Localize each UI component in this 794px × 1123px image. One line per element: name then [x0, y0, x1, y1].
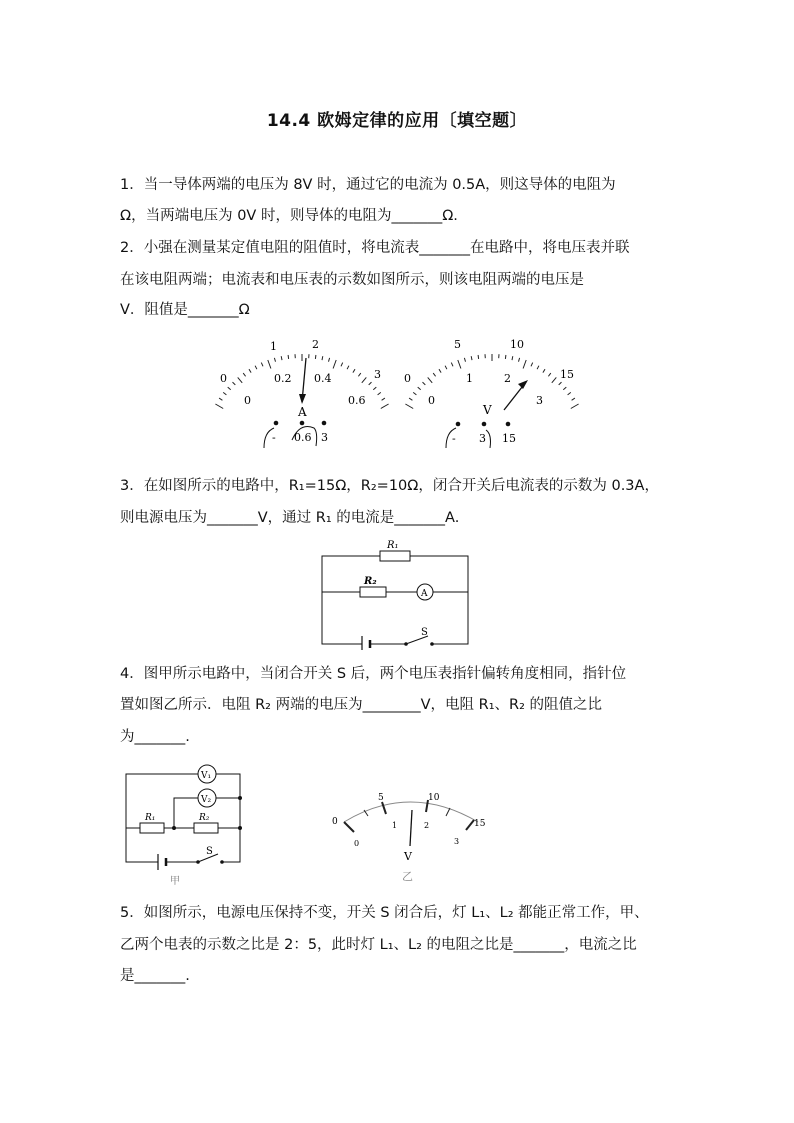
ammeter-tick-26: [369, 382, 372, 385]
q2-line-1: 2．小强在测量某定值电阻的阻值时，将电流表_______在电路中，将电压表并联: [120, 240, 630, 256]
ammeter-lower-label-0: 0: [244, 394, 251, 407]
q4-line-2: 置如图乙所示．电阻 R₂ 两端的电压为________V，电阻 R₁、R₂ 的阻值之比: [120, 697, 603, 713]
voltmeter-tick-12: [471, 356, 472, 360]
circuit3-switch-contact: [430, 642, 434, 646]
ammeter-tick-0: [215, 404, 223, 409]
circuit4-caption: 甲: [170, 876, 180, 887]
voltmeter-terminal-label-neg: -: [452, 432, 456, 445]
meter4-lower-label-2: 2: [424, 821, 430, 830]
meter4-upper-label-0: 0: [332, 817, 338, 827]
circuit4-wire-bottom-right: [222, 828, 240, 862]
ammeter-tick-3: [228, 387, 231, 390]
voltmeter-tick-21: [531, 363, 533, 367]
ammeter-tick-21: [341, 363, 343, 367]
meter4-tick-0: [344, 822, 354, 832]
ammeter-lower-label-3: 0.6: [348, 394, 366, 407]
ammeter-lower-label-2: 0.4: [314, 372, 332, 385]
voltmeter-lower-label-3: 3: [536, 394, 543, 407]
ammeter-tick-2: [223, 392, 226, 395]
ammeter-tick-11: [274, 358, 275, 362]
circuit3-r2-label: R₂: [364, 576, 377, 587]
ammeter-terminal-06: [300, 421, 305, 426]
voltmeter-tick-28: [568, 392, 571, 395]
circuit4-r2-label: R₂: [199, 813, 210, 823]
voltmeter-upper-label-2: 10: [510, 338, 524, 351]
meter4-caption: 乙: [402, 870, 413, 883]
ammeter-tick-23: [353, 369, 355, 372]
voltmeter-tick-6: [433, 373, 435, 376]
circuit4-node-a: [172, 826, 176, 830]
ammeter-tick-4: [233, 382, 236, 385]
page-title: 14.4 欧姆定律的应用〔填空题〕: [266, 111, 528, 131]
circuit3-ammeter-label: A: [421, 589, 428, 599]
ammeter-tick-28: [378, 392, 381, 395]
circuit4-v2-label: V₂: [201, 795, 212, 805]
q3-line-1: 3．在如图所示的电路中，R₁=15Ω，R₂=10Ω，闭合开关后电流表的示数为 0.3A，: [120, 478, 659, 494]
q2-line-2: 在该电阻两端；电流表和电压表的示数如图所示，则该电阻两端的电压是: [120, 272, 584, 288]
ammeter-tick-7: [249, 369, 251, 372]
meter4-upper-label-1: 5: [378, 793, 384, 803]
voltmeter-tick-1: [409, 398, 412, 400]
ammeter-terminal-label-3: 3: [321, 431, 328, 444]
ammeter-tick-13: [288, 355, 289, 359]
circuit4-wire-top-left: [126, 774, 198, 828]
circuit4-switch-label: S: [206, 846, 213, 857]
ammeter-tick-1: [219, 398, 222, 400]
voltmeter-tick-0: [405, 404, 413, 409]
ammeter-tick-17: [315, 355, 316, 359]
voltmeter-tick-17: [505, 355, 506, 359]
circuit4-wire-top-right: [216, 774, 240, 828]
q4-line-3: 为_______.: [120, 729, 190, 745]
ammeter-tick-5: [238, 377, 243, 382]
voltmeter-tick-7: [439, 369, 441, 372]
q1-line-2: Ω，当两端电压为 0V 时，则导体的电阻为_______Ω.: [120, 208, 458, 224]
ammeter-tick-10: [268, 360, 271, 369]
ammeter-lower-label-1: 0.2: [274, 372, 292, 385]
ammeter-tick-30: [381, 404, 389, 409]
ammeter-tick-12: [281, 356, 282, 360]
meter4-upper-label-2: 10: [428, 793, 440, 803]
circuit4-node-c: [238, 826, 242, 830]
meter-yi: [330, 786, 490, 888]
voltmeter-upper-label-3: 15: [560, 368, 574, 381]
meter4-symbol: V: [404, 850, 412, 863]
voltmeter-terminal-label-3: 3: [479, 432, 486, 445]
voltmeter-terminal-15: [506, 422, 511, 427]
ammeter-needle-head: [299, 394, 306, 404]
circuit3-wire-bottom-right: [432, 592, 468, 644]
voltmeter-tick-25: [552, 377, 557, 382]
q4-line-1: 4．图甲所示电路中，当闭合开关 S 后，两个电压表指针偏转角度相同，指针位: [120, 666, 627, 682]
circuit4-r2: [194, 823, 218, 833]
q5-line-1: 5．如图所示，电源电压保持不变，开关 S 闭合后，灯 L₁、L₂ 都能正常工作，甲、: [120, 905, 649, 921]
meter4-tick-5: [382, 802, 386, 814]
meter4-upper-label-3: 15: [474, 819, 486, 829]
ammeter-tick-9: [261, 363, 263, 367]
voltmeter-tick-10: [458, 360, 461, 369]
meter4-tick-15: [466, 820, 474, 830]
ammeter-tick-18: [322, 356, 323, 360]
circuit3-r1: [380, 551, 410, 561]
voltmeter-tick-5: [428, 377, 433, 382]
voltmeter-tick-22: [537, 366, 539, 370]
ammeter-terminal-3: [322, 421, 327, 426]
ammeter-tick-20: [333, 360, 336, 369]
q5-line-2: 乙两个电表的示数之比是 2：5，此时灯 L₁、L₂ 的电阻之比是_______，电流之比: [120, 937, 637, 953]
meter4-lower-label-0: 0: [354, 839, 360, 848]
voltmeter-tick-29: [572, 398, 575, 400]
ammeter-tick-24: [358, 373, 360, 376]
voltmeter-tick-13: [478, 355, 479, 359]
voltmeter-terminal-label-15: 15: [502, 432, 516, 445]
ammeter-upper-label-0: 0: [220, 372, 227, 385]
voltmeter-tick-26: [559, 382, 562, 385]
circuit3-switch-pivot: [404, 642, 408, 646]
ammeter-terminal-neg: [274, 421, 279, 426]
circuit-q3: [318, 538, 478, 650]
ammeter-tick-8: [255, 366, 257, 370]
meter4-needle: [410, 810, 412, 846]
meter4-lower-label-3: 3: [454, 837, 460, 846]
voltmeter-wire-right: [486, 430, 491, 448]
voltmeter-tick-19: [519, 358, 520, 362]
circuit4-r1: [140, 823, 164, 833]
ammeter-upper-label-1: 1: [270, 340, 277, 353]
voltmeter-tick-3: [418, 387, 421, 390]
voltmeter-tick-20: [523, 360, 526, 369]
circuit4-v1-label: V₁: [201, 771, 212, 781]
voltmeter-tick-4: [423, 382, 426, 385]
circuit3-r1-label: R₁: [387, 540, 399, 551]
ammeter-tick-19: [329, 358, 330, 362]
ammeter-figure: [210, 336, 390, 448]
ammeter-upper-label-2: 2: [312, 338, 319, 351]
q5-line-3: 是_______.: [120, 968, 190, 984]
voltmeter-tick-24: [548, 373, 550, 376]
voltmeter-tick-23: [543, 369, 545, 372]
q3-line-2: 则电源电压为_______V，通过 R₁ 的电流是_______A.: [120, 510, 460, 526]
voltmeter-upper-label-0: 0: [404, 372, 411, 385]
voltmeter-tick-11: [464, 358, 465, 362]
voltmeter-needle-head: [518, 380, 528, 389]
voltmeter-figure: [396, 336, 586, 448]
meter4-lower-label-1: 1: [392, 821, 398, 830]
voltmeter-tick-18: [512, 356, 513, 360]
voltmeter-terminal-neg: [456, 422, 461, 427]
circuit-jia: [118, 764, 248, 888]
ammeter-tick-25: [362, 377, 367, 382]
circuit3-wire-bottom-left: [322, 592, 362, 644]
ammeter-symbol: A: [298, 405, 307, 419]
voltmeter-terminal-3: [482, 422, 487, 427]
voltmeter-upper-label-1: 5: [454, 338, 461, 351]
ammeter-tick-22: [347, 366, 349, 370]
voltmeter-tick-9: [451, 363, 453, 367]
circuit4-switch-contact: [220, 860, 224, 864]
ammeter-tick-27: [373, 387, 376, 390]
circuit3-switch-label: S: [421, 627, 428, 638]
q1-line-1: 1．当一导体两端的电压为 8V 时，通过它的电流为 0.5A，则这导体的电阻为: [120, 177, 616, 193]
ammeter-upper-label-3: 3: [374, 368, 381, 381]
ammeter-terminal-label-06: 0.6: [294, 431, 312, 444]
q2-line-3: V．阻值是_______Ω: [120, 302, 250, 318]
voltmeter-tick-30: [571, 404, 579, 409]
voltmeter-lower-label-0: 0: [428, 394, 435, 407]
voltmeter-lower-label-1: 1: [466, 372, 473, 385]
circuit4-node-b: [238, 796, 242, 800]
voltmeter-lower-label-2: 2: [504, 372, 511, 385]
voltmeter-tick-2: [413, 392, 416, 395]
meter4-tick-minor-2: [446, 808, 450, 816]
voltmeter-tick-8: [445, 366, 447, 370]
circuit4-switch-pivot: [196, 860, 200, 864]
ammeter-tick-6: [243, 373, 245, 376]
voltmeter-symbol: V: [483, 403, 492, 417]
voltmeter-tick-27: [563, 387, 566, 390]
circuit3-r2: [360, 587, 386, 597]
ammeter-terminal-label-neg: -: [272, 431, 276, 444]
circuit4-r1-label: R₁: [145, 813, 156, 823]
ammeter-tick-29: [382, 398, 385, 400]
